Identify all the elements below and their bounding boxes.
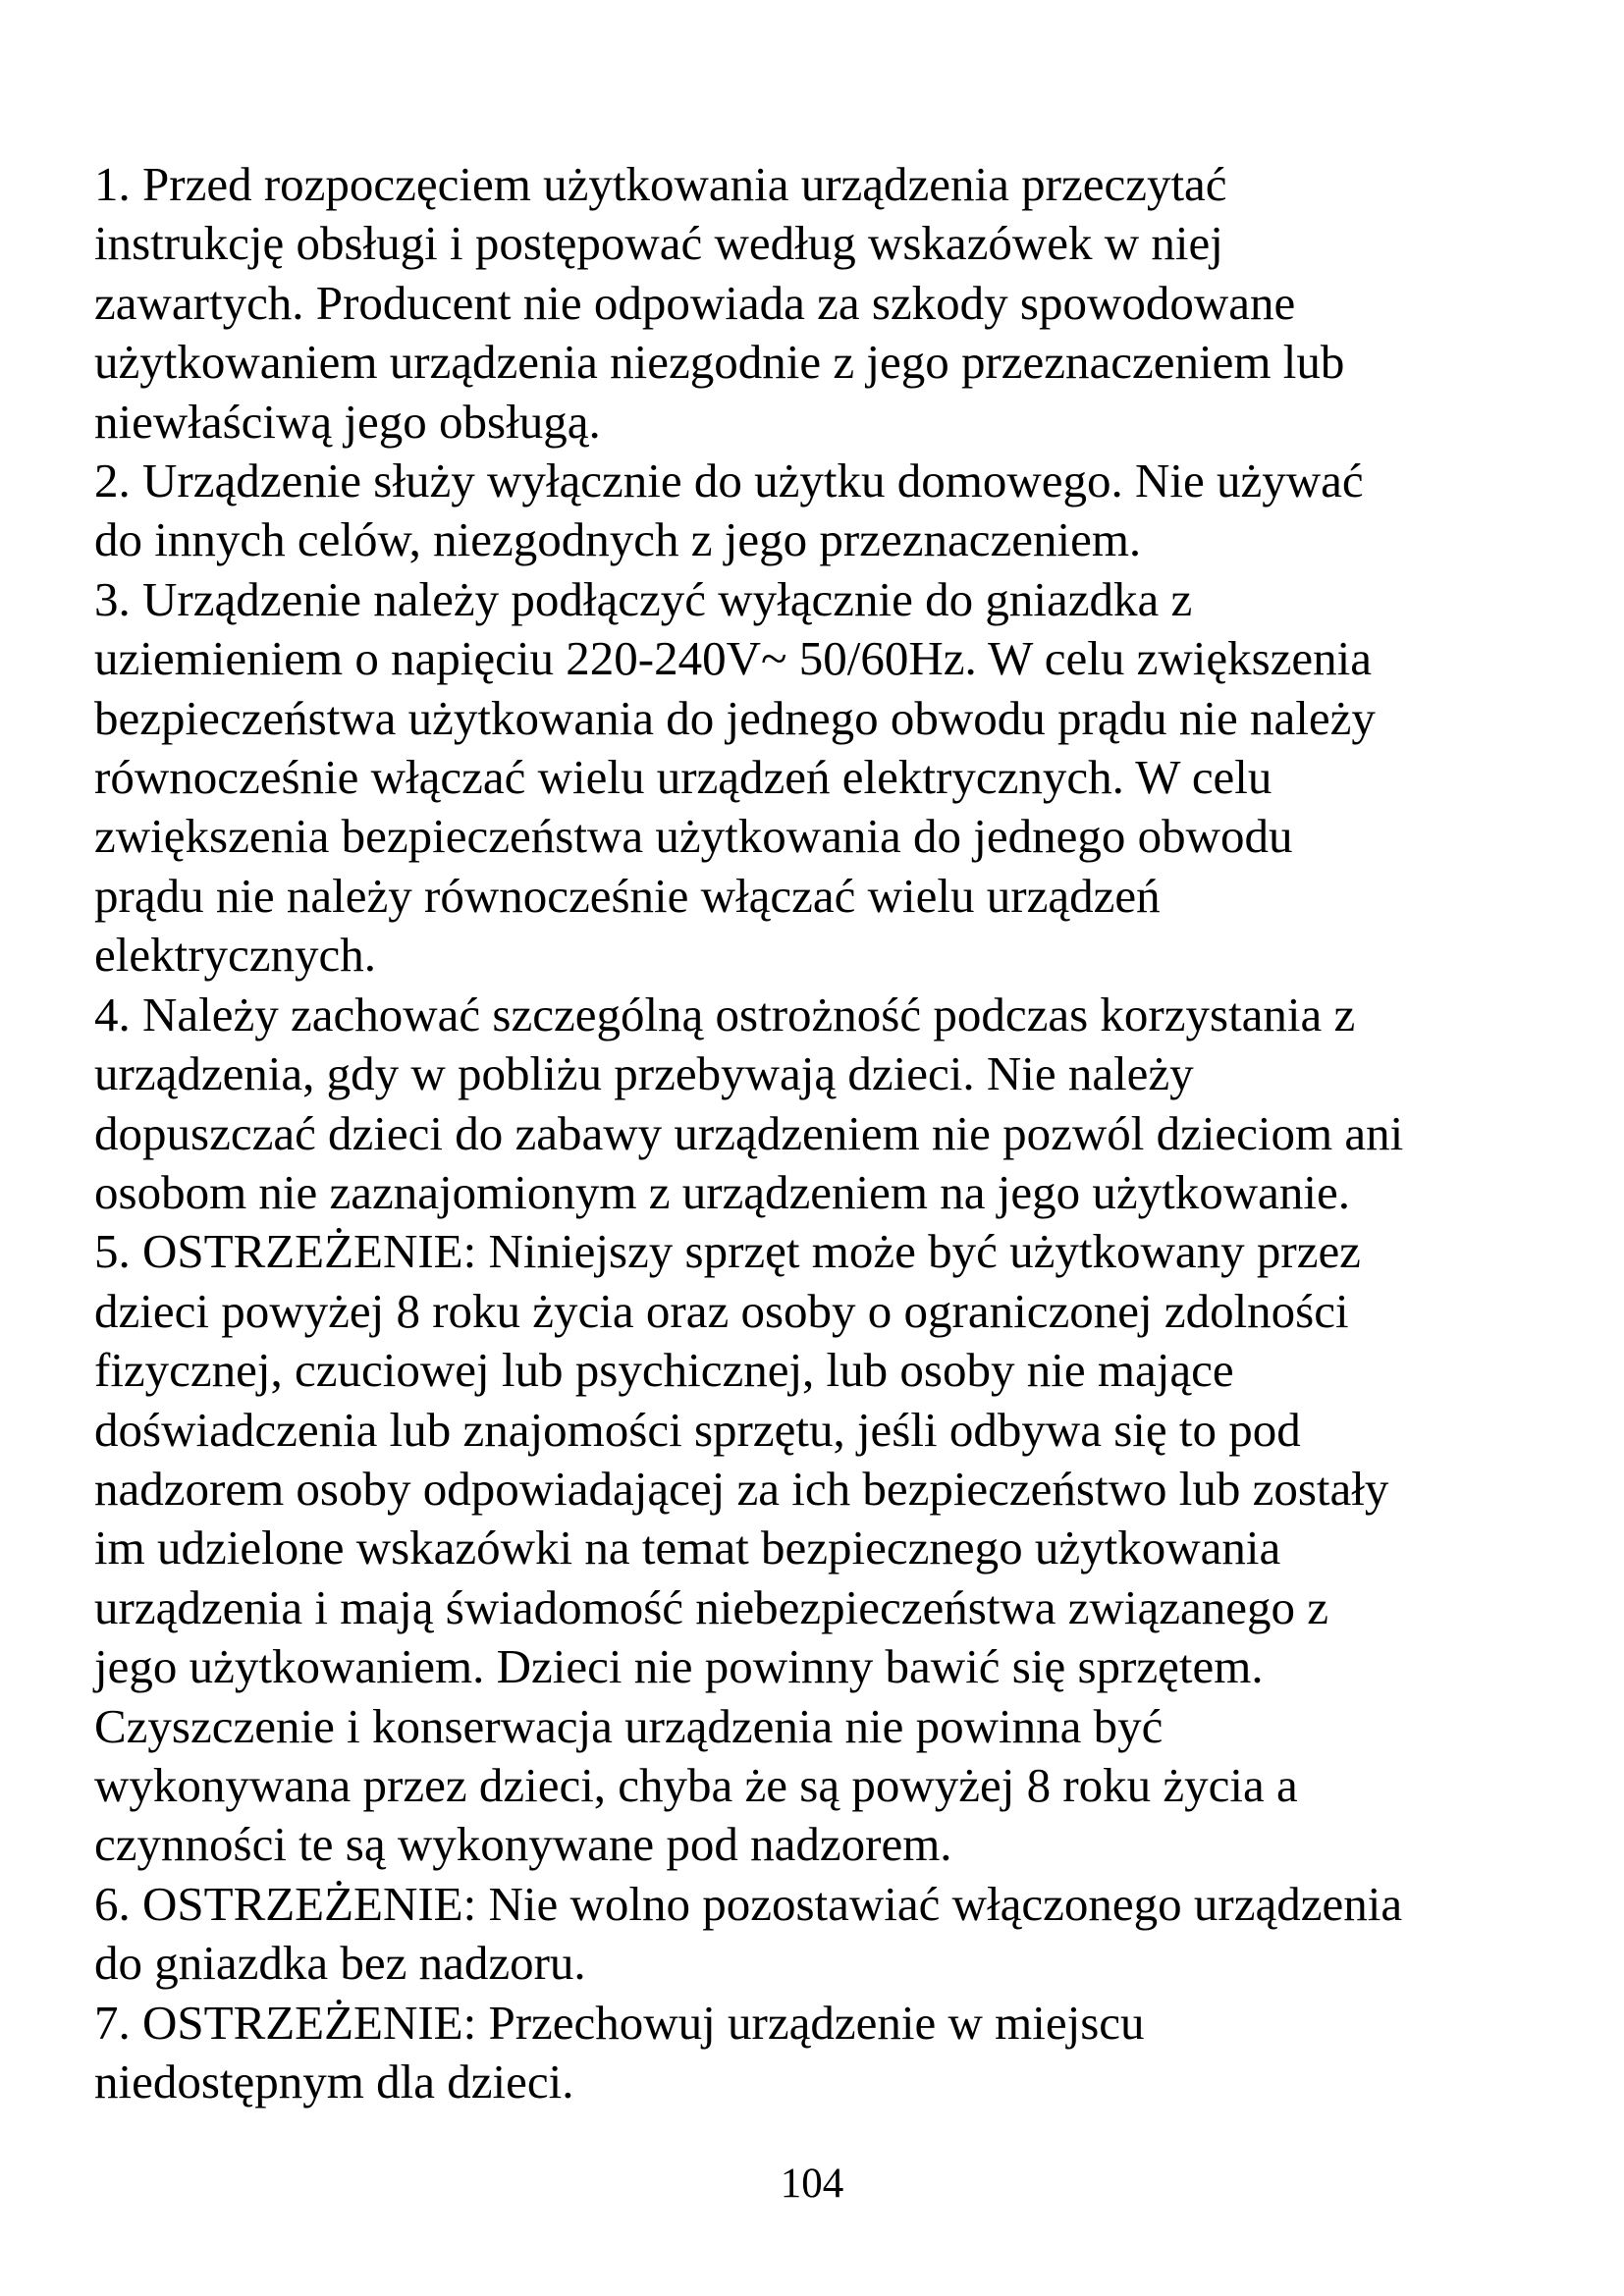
instruction-item-1: 1. Przed rozpoczęciem użytkowania urządzenia przeczytać instrukcję obsługi i postępować według wskazówek w niej zawartych. Producent nie odpowiada za szkody spowodowane użytkowaniem urządzenia niezgodnie z jego przeznaczeniem lub niewłaściwą jego obsługą. xyxy=(94,157,1345,449)
instruction-item-5: 5. OSTRZEŻENIE: Niniejszy sprzęt może być użytkowany przez dzieci powyżej 8 roku życia oraz osoby o ograniczonej zdolności fizycznej, czuciowej lub psychicznej, lub osoby nie mające doświadczenia lub znajomości sprzętu, jeśli odbywa się to pod nadzorem osoby odpowiadającej za ich bezpieczeństwo lub zostały im udzielone wskazówki na temat bezpiecznego użytkowania urządzenia i mają świadomość niebezpieczeństwa związanego z jego użytkowaniem. Dzieci nie powinny bawić się sprzętem. Czyszczenie i konserwacja urządzenia nie powinna być wykonywana przez dzieci, chyba że są powyżej 8 roku życia a czynności te są wykonywane pod nadzorem. xyxy=(94,1224,1389,1872)
document-body xyxy=(94,155,1538,2111)
instruction-item-2: 2. Urządzenie służy wyłącznie do użytku domowego. Nie używać do innych celów, niezgodnych z jego przeznaczeniem. xyxy=(94,454,1364,567)
instruction-item-6: 6. OSTRZEŻENIE: Nie wolno pozostawiać włączonego urządzenia do gniazdka bez nadzoru. xyxy=(94,1876,1403,1991)
instruction-item-4: 4. Należy zachować szczególną ostrożność podczas korzystania z urządzenia, gdy w pobliżu przebywają dzieci. Nie należy dopuszczać dzieci do zabawy urządzeniem nie pozwól dzieciom ani osobom nie zaznajomionym z urządzeniem na jego użytkowanie. xyxy=(94,987,1404,1219)
instruction-item-7: 7. OSTRZEŻENIE: Przechowuj urządzenie w miejscu niedostępnym dla dzieci. xyxy=(94,1995,1145,2109)
page-number: 104 xyxy=(780,2161,844,2207)
instruction-item-3: 3. Urządzenie należy podłączyć wyłącznie do gniazdka z uziemieniem o napięciu 220-240V~ 50/60Hz. W celu zwiększenia bezpieczeństwa użytkowania do jednego obwodu prądu nie należy równocześnie włączać wielu urządzeń elektrycznych. W celu zwiększenia bezpieczeństwa użytkowania do jednego obwodu prądu nie należy równocześnie włączać wielu urządzeń elektrycznych. xyxy=(94,571,1376,983)
